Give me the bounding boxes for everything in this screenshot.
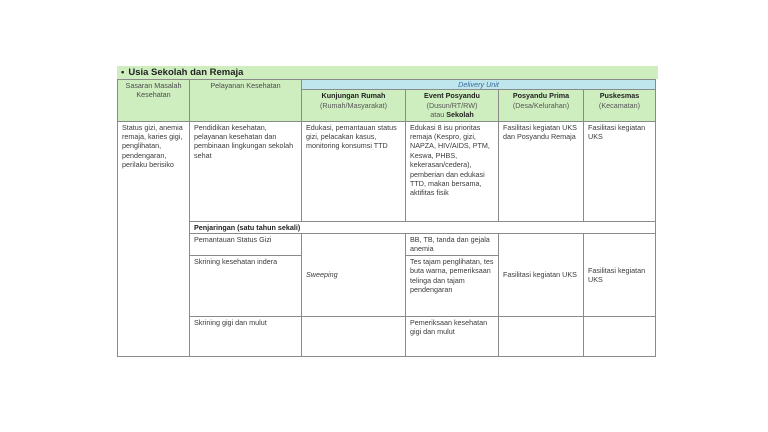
- event-sub2-prefix: atau: [430, 110, 447, 120]
- puskesmas-sub: (Kecamatan): [598, 100, 641, 110]
- puskesmas-title: Puskesmas: [599, 91, 640, 101]
- cell-kunjungan-empty: [302, 316, 406, 356]
- cell-screening-service: Pemantauan Status Gizi: [190, 234, 302, 256]
- cell-puskesmas: Fasilitasi kegiatan UKS: [584, 121, 656, 221]
- section-heading: [117, 66, 658, 79]
- cell-kunjungan: Edukasi, pemantauan status gizi, pelacakan kasus, monitoring konsumsi TTD: [302, 121, 406, 221]
- header-kunjungan: [302, 90, 406, 121]
- header-service: Pelayanan Kesehatan: [190, 80, 302, 122]
- header-row: [118, 80, 656, 90]
- kunjungan-title: Kunjungan Rumah: [321, 91, 386, 101]
- table-row: [118, 121, 656, 221]
- screening-label-row: [118, 221, 656, 233]
- prima-title: Posyandu Prima: [512, 91, 570, 101]
- header-puskesmas: [584, 90, 656, 121]
- header-delivery-unit: Delivery Unit: [302, 80, 656, 90]
- cell-target-empty: [118, 234, 190, 317]
- cell-prima: Fasilitasi kegiatan UKS dan Posyandu Remaja: [499, 121, 584, 221]
- cell-screening-event: Tes tajam penglihatan, tes buta warna, pemeriksaan telinga dan tajam pendengaran: [406, 255, 499, 316]
- cell-target: Status gizi, anemia remaja, karies gigi, penglihatan, pendengaran, perilaku berisiko: [118, 121, 190, 233]
- cell-screening-puskesmas: Fasilitasi kegiatan UKS: [584, 234, 656, 317]
- event-sub2-bold: Sekolah: [446, 110, 474, 120]
- table-row: [118, 316, 656, 356]
- header-event: [406, 90, 499, 121]
- section-title: Usia Sekolah dan Remaja: [128, 67, 244, 78]
- cell-screening-service: Skrining kesehatan indera: [190, 255, 302, 316]
- cell-prima-empty: [499, 316, 584, 356]
- document-section: [117, 66, 655, 357]
- cell-screening-event: Pemeriksaan kesehatan gigi dan mulut: [406, 316, 499, 356]
- cell-service: Pendidikan kesehatan, pelayanan kesehatan dan pembinaan lingkungan sekolah sehat: [190, 121, 302, 221]
- kunjungan-sub: (Rumah/Masyarakat): [319, 100, 388, 110]
- header-prima: [499, 90, 584, 121]
- table-row: [118, 234, 656, 256]
- event-title: Event Posyandu: [424, 91, 480, 101]
- screening-label: Penjaringan (satu tahun sekali): [190, 221, 656, 233]
- cell-sweeping: Sweeping: [302, 234, 406, 317]
- cell-event: Edukasi 8 isu prioritas remaja (Kespro, gizi, NAPZA, HIV/AIDS, PTM, Keswa, PHBS, kekerasan/cedera), pemberian dan edukasi TTD, makan bersama, aktifitas fisik: [406, 121, 499, 221]
- cell-screening-service: Skrining gigi dan mulut: [190, 316, 302, 356]
- cell-target-empty: [118, 316, 190, 356]
- prima-sub: (Desa/Kelurahan): [512, 100, 570, 110]
- event-sub: (Dusun/RT/RW): [426, 100, 478, 110]
- cell-screening-prima: Fasilitasi kegiatan UKS: [499, 234, 584, 317]
- service-table: [117, 79, 656, 357]
- cell-puskesmas-empty: [584, 316, 656, 356]
- cell-screening-event: BB, TB, tanda dan gejala anemia: [406, 234, 499, 256]
- header-target: Sasaran Masalah Kesehatan: [118, 80, 190, 122]
- bullet-icon: •: [121, 67, 125, 78]
